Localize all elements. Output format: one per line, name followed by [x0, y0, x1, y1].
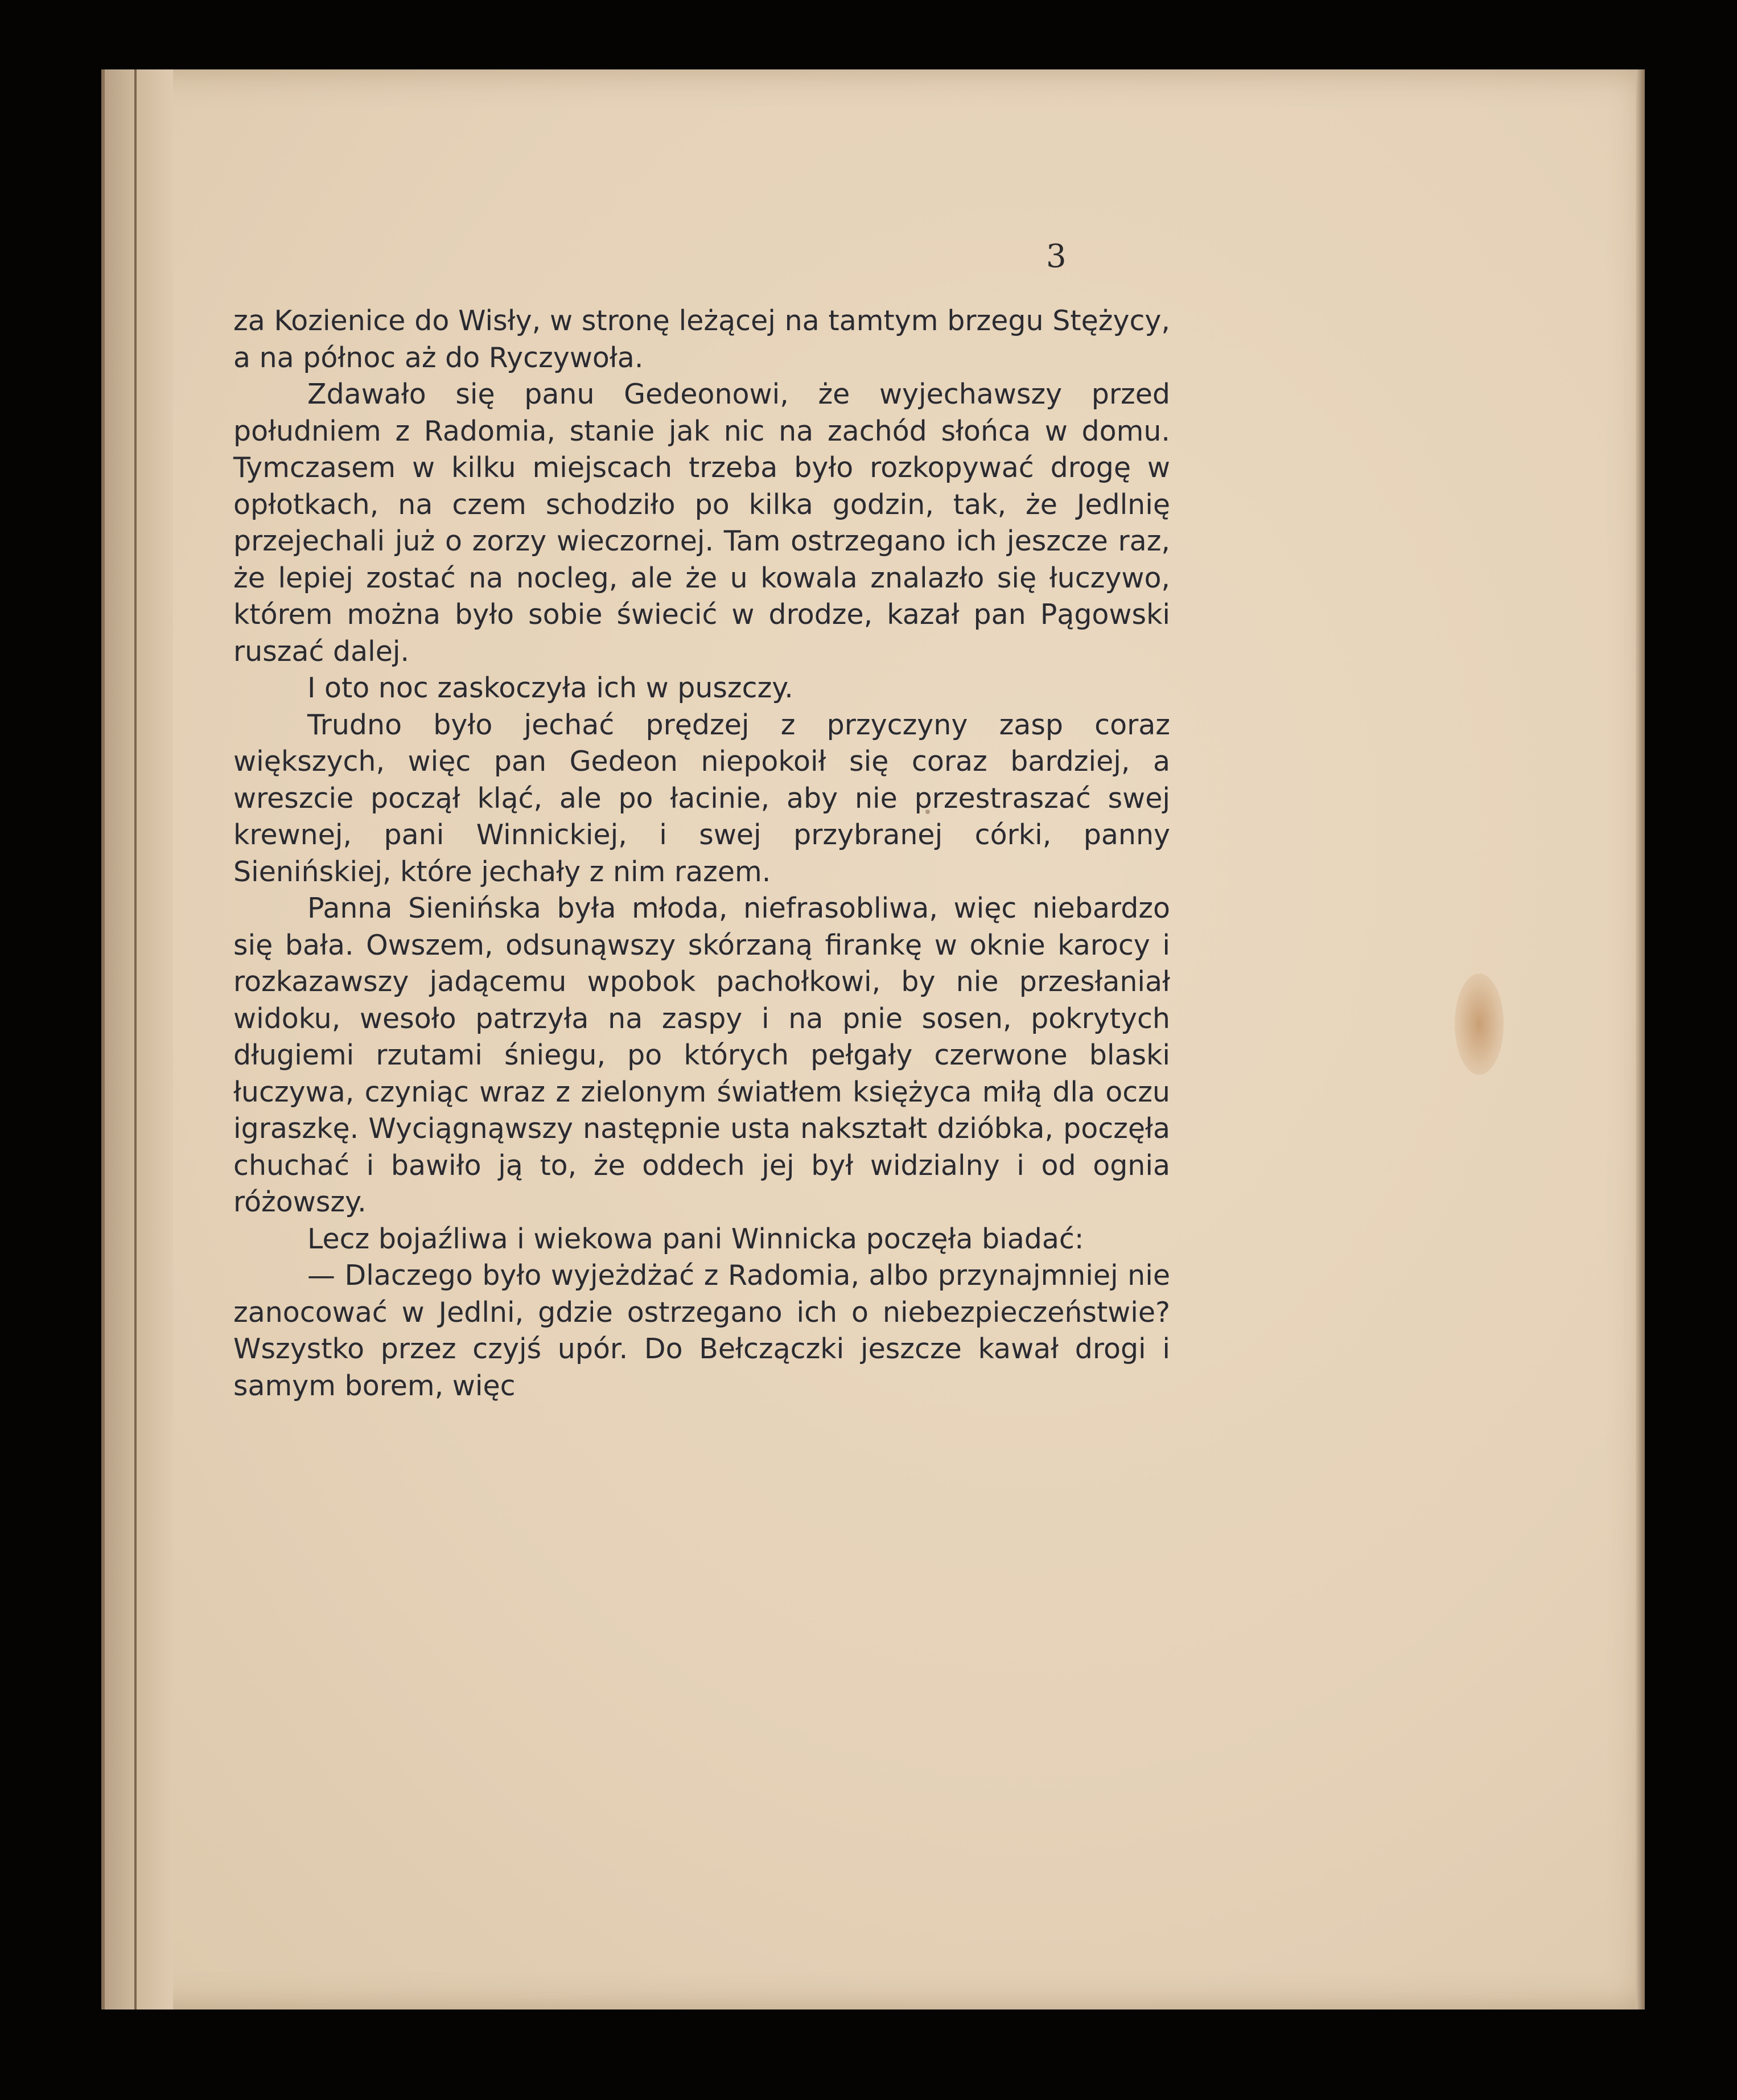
paper-stain: [1455, 973, 1504, 1075]
paragraph-3: I oto noc zaskoczyła ich w puszczy.: [307, 672, 793, 704]
paragraph-2: Zdawało się panu Gedeonowi, że wyjechawszy przed południem z Radomia, stanie jak nic na zachód słońca w domu. Tymczasem w kilku miejscach trzeba było rozkopywać drogę w opłotkach, na czem schodziło po kilka godzin, tak, że Jedlnię przejechali już o zorzy wieczornej. Tam ostrzegano ich jeszcze raz, że lepiej zostać na nocleg, ale że u kowala znalazło się łuczywo, którem można było sobie świecić w drodze, kazał pan Pągowski ruszać dalej.: [233, 378, 1170, 668]
paragraph-4: Trudno było jechać prędzej z przyczyny zasp coraz większych, więc pan Gedeon niepokoił się coraz bardziej, a wreszcie począł kląć, ale po łacinie, aby nie przestraszać swej krewnej, pani Winnickiej, i swej przybranej córki, panny Sienińskiej, które jechały z nim razem.: [233, 708, 1170, 888]
page-edge: [1636, 69, 1645, 2009]
spine-line: [134, 69, 137, 2009]
paragraph-1: za Kozienice do Wisły, w stronę leżącej na tamtym brzegu Stężycy, a na północ aż do Ryczywoła.: [233, 305, 1170, 374]
paragraph-6: Lecz bojaźliwa i wiekowa pani Winnicka poczęła biadać:: [307, 1222, 1084, 1255]
paragraph-5: Panna Sienińska była młoda, niefrasobliwa, więc niebardzo się bała. Owszem, odsunąwszy skórzaną firankę w oknie karocy i rozkazawszy jadącemu wpobok pachołkowi, by nie przesłaniał widoku, wesoło patrzyła na zaspy i na pnie sosen, pokrytych długiemi rzutami śniegu, po których pełgały czerwone blaski łuczywa, czyniąc wraz z zielonym światłem księżyca miłą dla oczu igraszkę. Wyciągnąwszy następnie usta nakształt dzióbka, poczęła chuchać i bawiło ją to, że oddech jej był widzialny i od ognia różowszy.: [233, 892, 1170, 1218]
book-gutter: [101, 69, 173, 2009]
body-text: [233, 303, 1170, 1404]
page-number: 3: [1046, 238, 1067, 275]
paragraph-7: — Dlaczego było wyjeżdżać z Radomia, albo przynajmniej nie zanocować w Jedlni, gdzie ostrzegano ich o niebezpieczeństwie? Wszystko przez czyjś upór. Do Bełczączki jeszcze kawał drogi i samym borem, więc: [233, 1259, 1170, 1402]
